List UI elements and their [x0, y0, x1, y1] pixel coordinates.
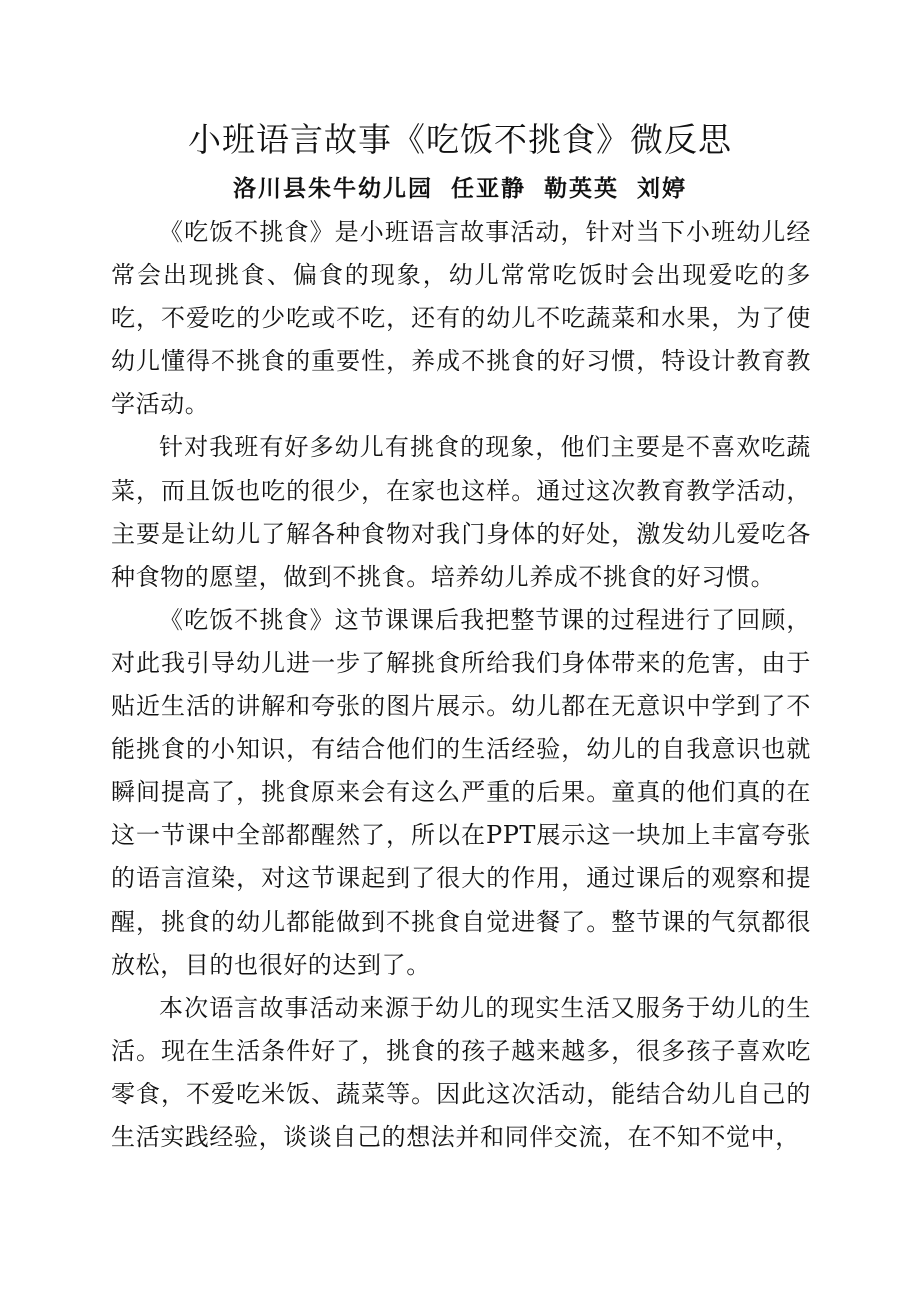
paragraph: 《吃饭不挑食》是小班语言故事活动，针对当下小班幼儿经常会出现挑食、偏食的现象，幼儿常常吃饭时会出现爱吃的多吃，不爱吃的少吃或不吃，还有的幼儿不吃蔬菜和水果，为了使幼儿懂得不挑食的重要性，养成不挑食的好习惯，特设计教育教学活动。 [111, 218, 811, 419]
body-text [111, 211, 811, 1159]
school-name: 洛川县朱牛幼儿园 [232, 175, 433, 202]
paragraph: 本次语言故事活动来源于幼儿的现实生活又服务于幼儿的生活。现在生活条件好了，挑食的孩子越来越多，很多孩子喜欢吃零食，不爱吃米饭、蔬菜等。因此这次活动，能结合幼儿自己的生活实践经验，谈谈自己的想法并和同伴交流，在不知不觉中， [111, 993, 811, 1151]
byline [0, 172, 920, 206]
author-name: 任亚静 [450, 175, 526, 202]
document-title: 小班语言故事《吃饭不挑食》微反思 [188, 120, 732, 159]
paragraph: 《吃饭不挑食》这节课课后我把整节课的过程进行了回顾，对此我引导幼儿进一步了解挑食所给我们身体带来的危害，由于贴近生活的讲解和夸张的图片展示。幼儿都在无意识中学到了不能挑食的小知识，有结合他们的生活经验，幼儿的自我意识也就瞬间提高了，挑食原来会有这么严重的后果。童真的他们真的在这一节课中全部都醒然了，所以在PPT展示这一块加上丰富夸张的语言渲染，对这节课起到了很大的作用，通过课后的观察和提醒，挑食的幼儿都能做到不挑食自觉进餐了。整节课的气氛都很放松，目的也很好的达到了。 [111, 605, 811, 979]
author-name: 勒英英 [544, 175, 619, 202]
paragraph: 针对我班有好多幼儿有挑食的现象，他们主要是不喜欢吃蔬菜，而且饭也吃的很少，在家也这样。通过这次教育教学活动，主要是让幼儿了解各种食物对我门身体的好处，激发幼儿爱吃各种食物的愿望，做到不挑食。培养幼儿养成不挑食的好习惯。 [111, 433, 811, 591]
author-name: 刘婷 [637, 175, 688, 202]
